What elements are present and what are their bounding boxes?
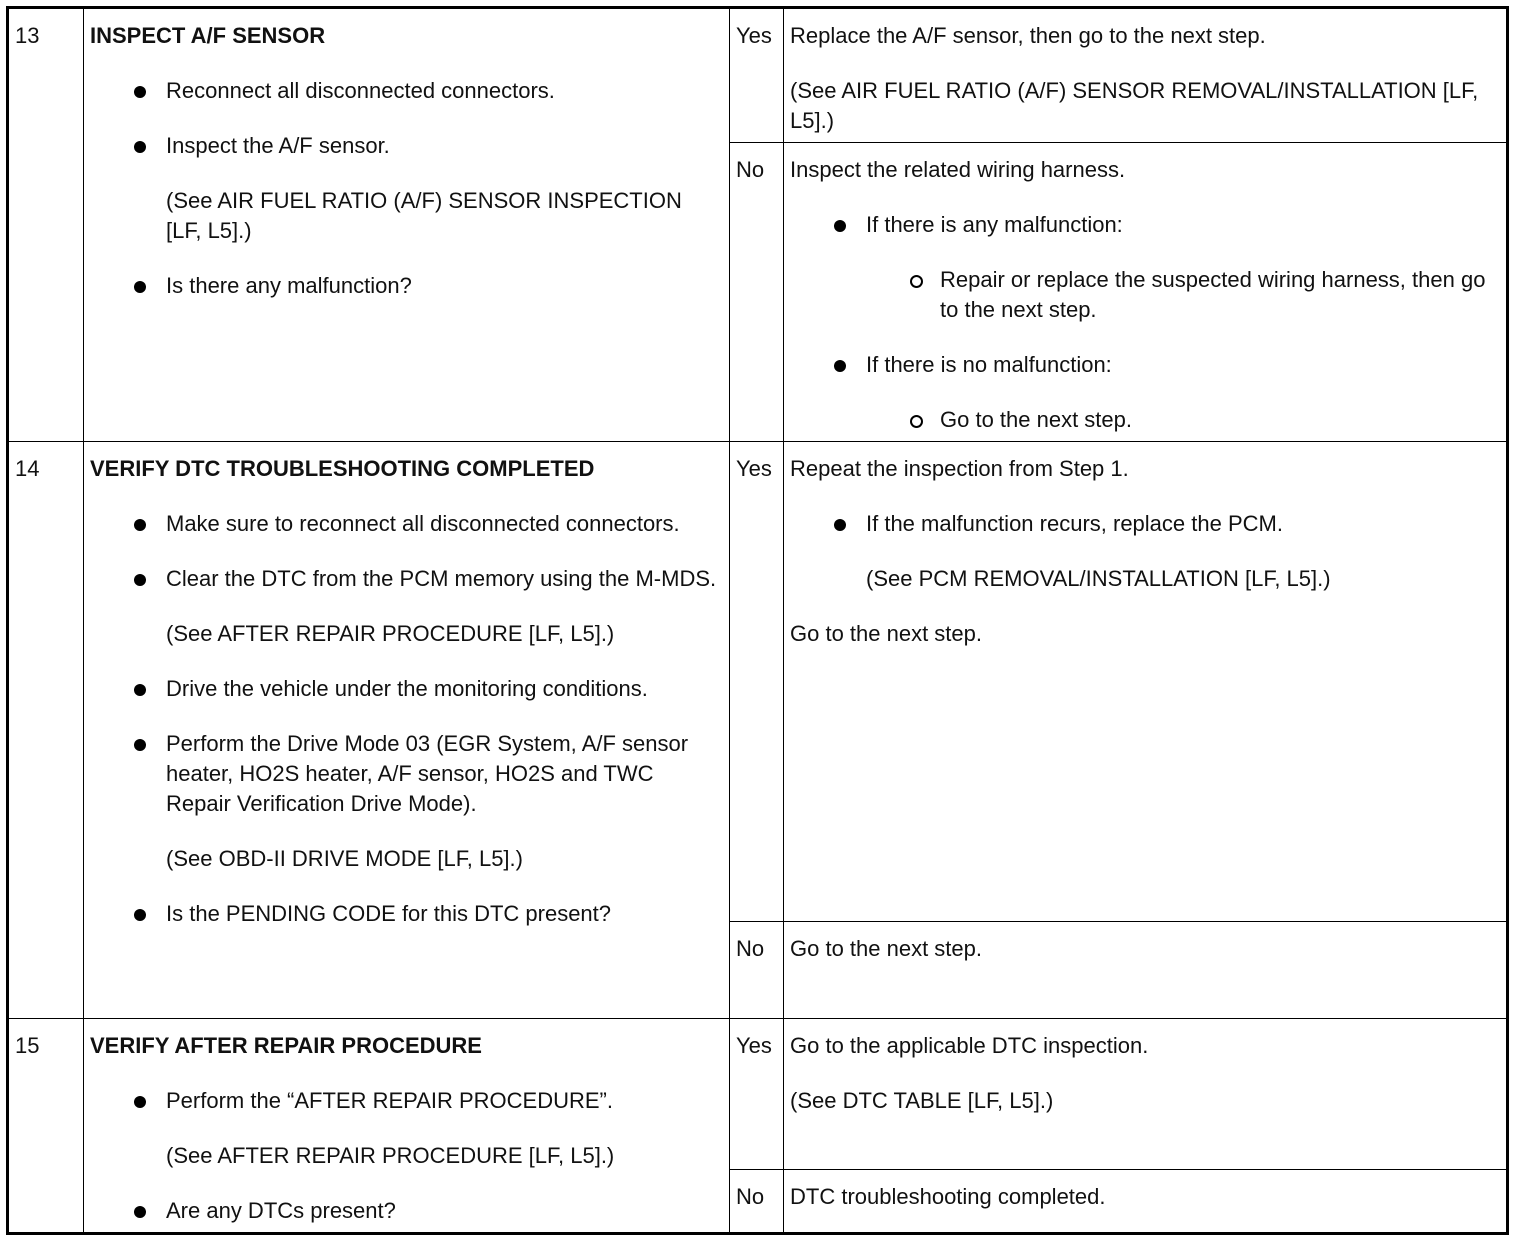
list-item: Are any DTCs present? <box>90 1196 723 1226</box>
list-item: Make sure to reconnect all disconnected connectors. <box>90 509 723 539</box>
sub-list-item: Repair or replace the suspected wiring harness, then go to the next step. <box>866 265 1500 325</box>
action-list <box>90 76 723 301</box>
result-text: Repeat the inspection from Step 1. <box>790 456 1129 481</box>
reference-note: (See AIR FUEL RATIO (A/F) SENSOR REMOVAL/INSTALLATION [LF, L5].) <box>790 78 1479 133</box>
reference-note: (See AFTER REPAIR PROCEDURE [LF, L5].) <box>166 621 615 646</box>
no-label: No <box>730 143 784 442</box>
reference-note: (See AFTER REPAIR PROCEDURE [LF, L5].) <box>166 1143 615 1168</box>
step-number: 14 <box>8 442 84 1019</box>
step-14-yes-row <box>8 442 1508 922</box>
step-number: 13 <box>8 8 84 442</box>
action-list <box>90 509 723 929</box>
sub-list <box>866 265 1500 325</box>
action-list <box>90 1086 723 1226</box>
result-text: Go to the applicable DTC inspection. <box>790 1033 1149 1058</box>
step-action-cell <box>84 1019 730 1234</box>
result-list <box>790 509 1500 594</box>
troubleshooting-table <box>6 6 1509 1235</box>
reference-note: (See DTC TABLE [LF, L5].) <box>790 1088 1054 1113</box>
no-result-cell <box>784 922 1508 1019</box>
step-13-yes-row <box>8 8 1508 143</box>
step-number: 15 <box>8 1019 84 1234</box>
result-list <box>790 210 1500 435</box>
reference-note: (See AIR FUEL RATIO (A/F) SENSOR INSPECTION [LF, L5].) <box>166 188 682 243</box>
result-text: Go to the next step. <box>790 936 983 961</box>
reference-note: (See OBD-II DRIVE MODE [LF, L5].) <box>166 846 523 871</box>
no-label: No <box>730 1169 784 1233</box>
step-title: VERIFY AFTER REPAIR PROCEDURE <box>90 1033 482 1058</box>
yes-result-cell <box>784 8 1508 143</box>
sub-list-item: Go to the next step. <box>866 405 1500 435</box>
result-text: DTC troubleshooting completed. <box>790 1183 1106 1209</box>
result-text: Inspect the related wiring harness. <box>790 157 1126 182</box>
yes-label: Yes <box>730 8 784 143</box>
result-text: Replace the A/F sensor, then go to the next step. <box>790 23 1266 48</box>
yes-result-cell <box>784 442 1508 922</box>
yes-label: Yes <box>730 1019 784 1170</box>
step-title: VERIFY DTC TROUBLESHOOTING COMPLETED <box>90 456 595 481</box>
sub-list <box>866 405 1500 435</box>
step-15-yes-row <box>8 1019 1508 1170</box>
list-item: If there is any malfunction: Repair or replace the suspected wiring harness, then go to the next step. <box>790 210 1500 325</box>
reference-note: (See PCM REMOVAL/INSTALLATION [LF, L5].) <box>866 566 1331 591</box>
list-item: If the malfunction recurs, replace the PCM. (See PCM REMOVAL/INSTALLATION [LF, L5].) <box>790 509 1500 594</box>
yes-label: Yes <box>730 442 784 922</box>
list-item: Perform the Drive Mode 03 (EGR System, A/F sensor heater, HO2S heater, A/F sensor, HO2S and TWC Repair Verification Drive Mode). (See OBD-II DRIVE MODE [LF, L5].) <box>90 729 723 874</box>
list-item: If there is no malfunction: Go to the next step. <box>790 350 1500 435</box>
list-item: Inspect the A/F sensor. (See AIR FUEL RATIO (A/F) SENSOR INSPECTION [LF, L5].) <box>90 131 723 246</box>
yes-result-cell <box>784 1019 1508 1170</box>
list-item: Clear the DTC from the PCM memory using the M-MDS. (See AFTER REPAIR PROCEDURE [LF, L5].) <box>90 564 723 649</box>
result-text: Go to the next step. <box>790 621 983 646</box>
list-item: Is the PENDING CODE for this DTC present? <box>90 899 723 929</box>
step-action-cell <box>84 442 730 1019</box>
no-result-cell <box>784 1169 1508 1233</box>
step-title: INSPECT A/F SENSOR <box>90 23 326 48</box>
step-action-cell <box>84 8 730 442</box>
list-item: Is there any malfunction? <box>90 271 723 301</box>
no-result-cell <box>784 143 1508 442</box>
list-item: Reconnect all disconnected connectors. <box>90 76 723 106</box>
no-label: No <box>730 922 784 1019</box>
list-item: Drive the vehicle under the monitoring conditions. <box>90 674 723 704</box>
list-item: Perform the “AFTER REPAIR PROCEDURE”. (See AFTER REPAIR PROCEDURE [LF, L5].) <box>90 1086 723 1171</box>
